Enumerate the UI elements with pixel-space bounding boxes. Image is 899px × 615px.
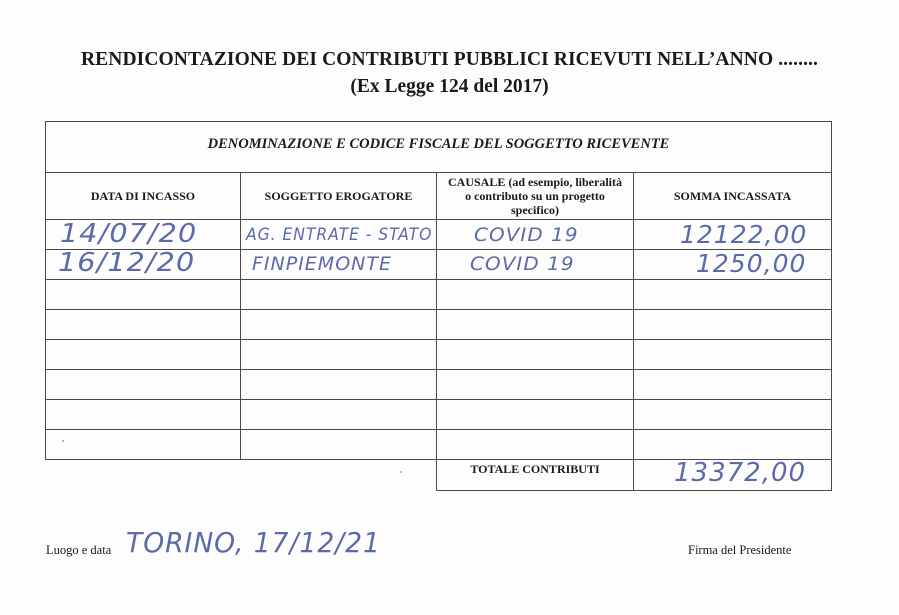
column-header-cause: CAUSALE (ad esempio, liberalità o contributo su un progetto specifico)	[448, 175, 622, 217]
table-top-border	[45, 121, 832, 122]
row-divider	[45, 369, 832, 370]
row-amount: 1250,00	[696, 249, 807, 278]
row-cause: COVID 19	[470, 253, 575, 275]
column-divider	[240, 172, 241, 460]
row-cause: COVID 19	[474, 224, 579, 246]
recipient-header: DENOMINAZIONE E CODICE FISCALE DEL SOGGETTO RICEVENTE	[207, 136, 670, 152]
place-date-value: TORINO, 17/12/21	[126, 526, 381, 559]
total-label: TOTALE CONTRIBUTI	[470, 462, 600, 476]
total-value: 13372,00	[674, 458, 807, 488]
signature-label: Firma del Presidente	[688, 543, 792, 557]
total-row-bottom-border	[436, 490, 832, 491]
row-provider: AG. ENTRATE - STATO	[246, 225, 433, 245]
row-date: 14/07/20	[60, 219, 198, 249]
row-date: 16/12/20	[58, 248, 196, 278]
column-divider	[633, 172, 634, 491]
row-divider	[45, 429, 832, 430]
column-divider	[436, 172, 437, 491]
header-band-divider	[45, 172, 832, 173]
row-divider	[45, 339, 832, 340]
scan-speck	[400, 471, 402, 473]
row-divider	[45, 309, 832, 310]
row-provider: FINPIEMONTE	[252, 253, 392, 275]
scan-speck	[62, 440, 64, 442]
document-title: RENDICONTAZIONE DEI CONTRIBUTI PUBBLICI RICEVUTI NELL’ANNO ........	[81, 49, 818, 70]
row-amount: 12122,00	[680, 220, 808, 249]
column-header-provider: SOGGETTO EROGATORE	[264, 189, 413, 203]
column-header-amount: SOMMA INCASSATA	[673, 189, 792, 203]
row-divider	[45, 279, 832, 280]
column-header-date: DATA DI INCASSO	[90, 189, 196, 203]
document-subtitle: (Ex Legge 124 del 2017)	[350, 76, 549, 97]
table-right-border	[831, 121, 832, 490]
place-date-label: Luogo e data	[46, 543, 112, 557]
row-divider	[45, 399, 832, 400]
